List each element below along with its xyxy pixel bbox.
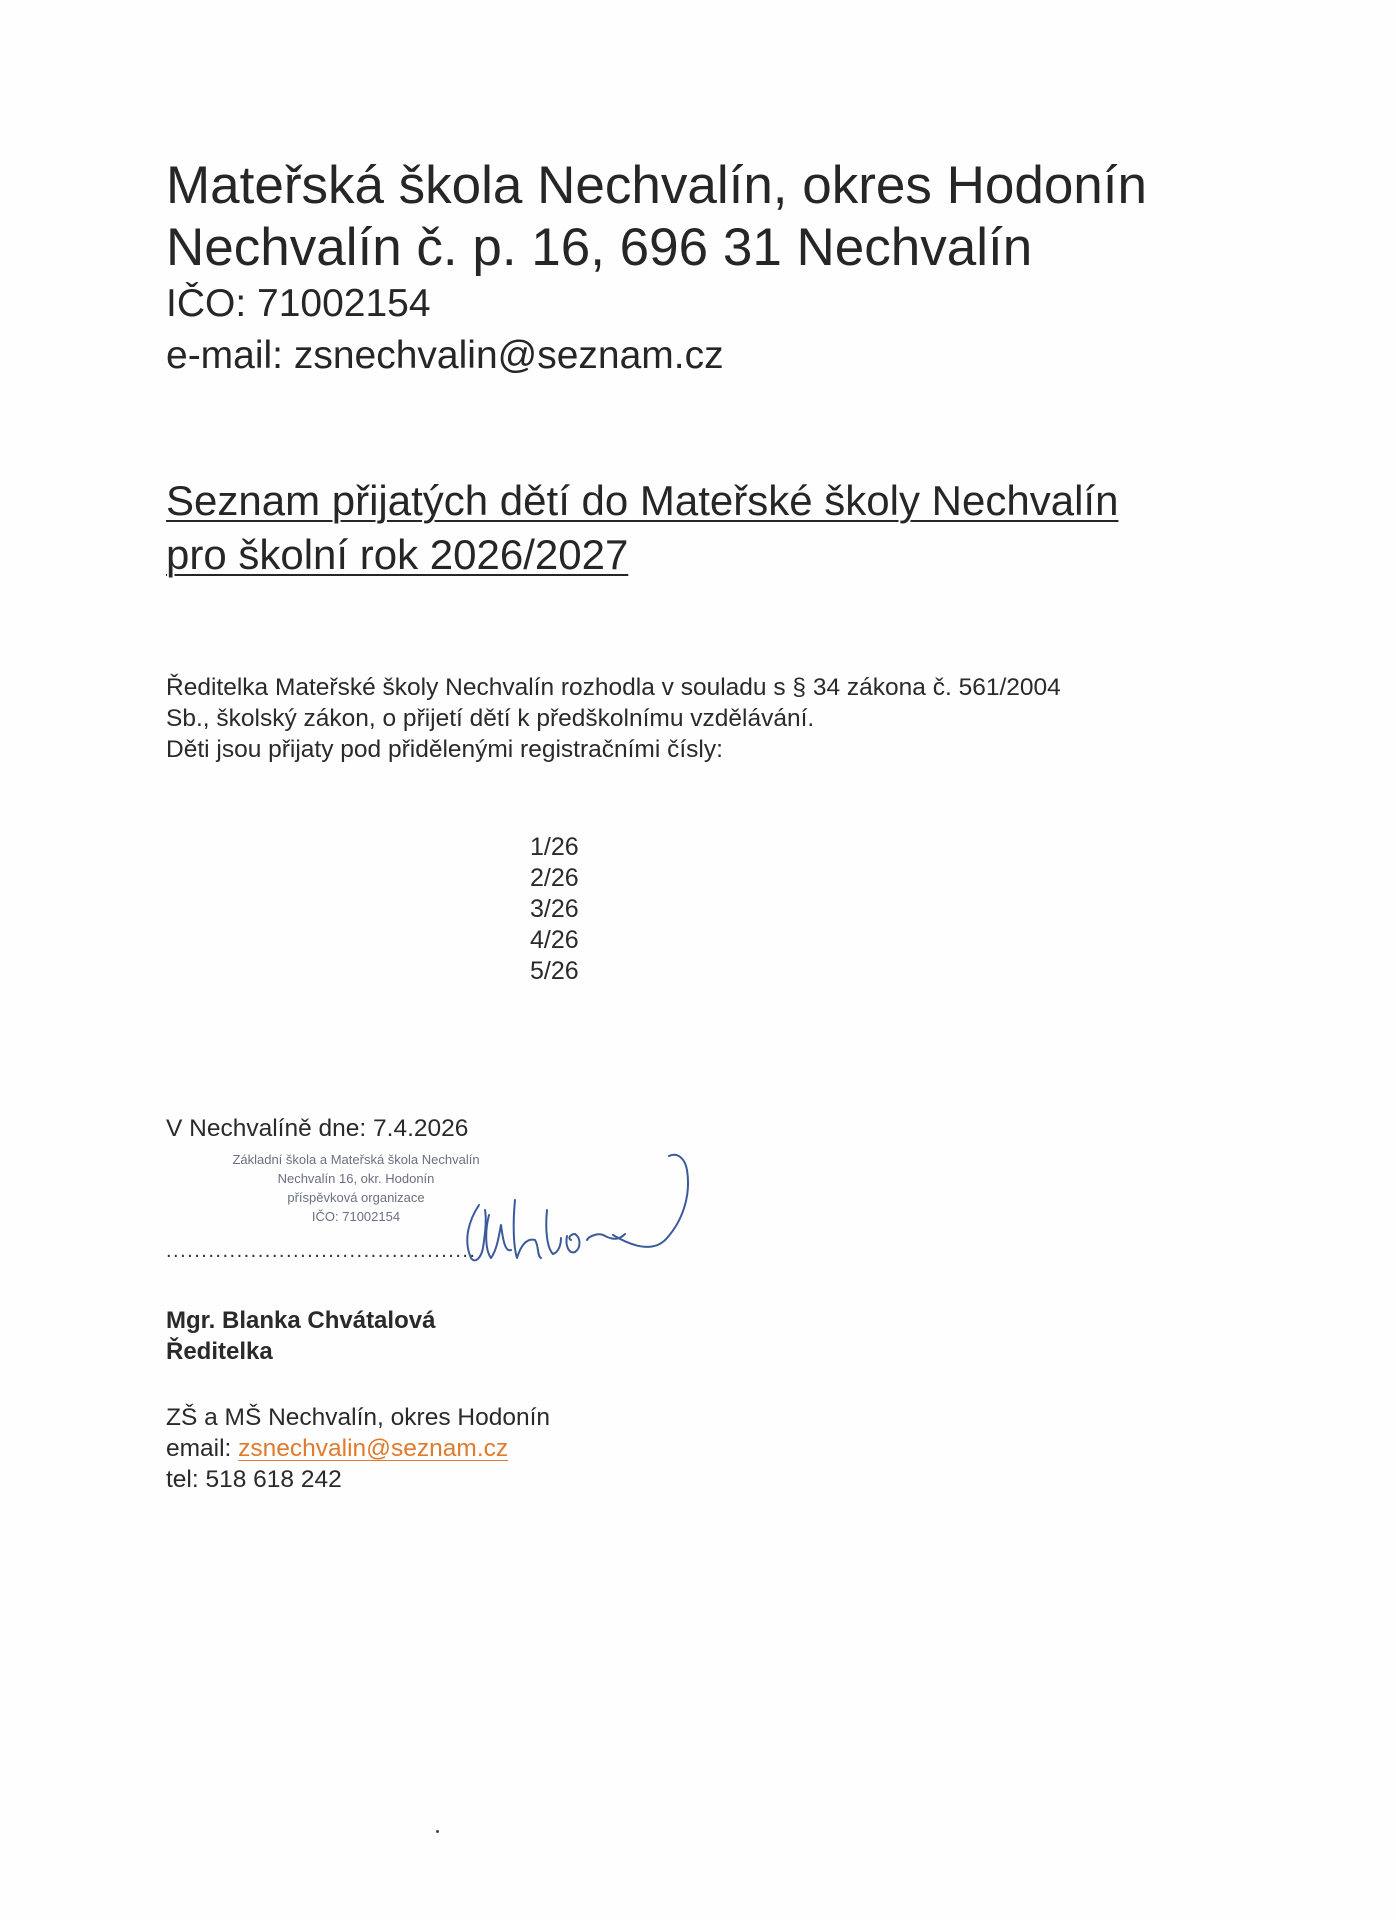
school-name-heading: Mateřská škola Nechvalín, okres Hodonín [166,156,1147,215]
school-address-heading: Nechvalín č. p. 16, 696 31 Nechvalín [166,218,1033,277]
signatory-role: Ředitelka [166,1338,273,1365]
document-title-line-2: pro školní rok 2026/2027 [166,531,629,578]
school-ico: IČO: 71002154 [166,282,431,325]
decision-text-line-3: Děti jsou přijaty pod přidělenými registračními čísly: [166,736,723,763]
signature-dotted-line: ............................................ [166,1240,477,1262]
contact-organization: ZŠ a MŠ Nechvalín, okres Hodonín [166,1404,551,1431]
date-line: V Nechvalíně dne: 7.4.2026 [166,1115,469,1142]
contact-email-line [166,1433,508,1464]
registration-number: 2/26 [530,864,579,892]
school-email-header: e-mail: zsnechvalin@seznam.cz [166,334,724,377]
contact-email-link[interactable]: zsnechvalin@seznam.cz [238,1435,509,1462]
decision-text-line-2: Sb., školský zákon, o přijetí dětí k předškolnímu vzdělávání. [166,705,815,732]
stamp-line-3: příspěvková organizace [287,1190,425,1205]
stamp-line-1: Základní škola a Mateřská škola Nechvalín [232,1152,480,1167]
stamp-line-2: Nechvalín 16, okr. Hodonín [277,1171,435,1186]
registration-number: 4/26 [530,926,579,954]
registration-number: 5/26 [530,957,579,985]
contact-email-label: email: [166,1435,239,1462]
scan-speck [436,1830,439,1833]
document-title-line-1: Seznam přijatých dětí do Mateřské školy Nechvalín [166,477,1119,524]
registration-number: 1/26 [530,833,579,861]
registration-number: 3/26 [530,895,579,923]
stamp-line-4: IČO: 71002154 [311,1209,401,1224]
contact-phone: tel: 518 618 242 [166,1466,342,1493]
decision-text-line-1: Ředitelka Mateřské školy Nechvalín rozhodla v souladu s § 34 zákona č. 561/2004 [166,674,1061,701]
handwritten-signature [455,1140,735,1280]
signatory-name: Mgr. Blanka Chvátalová [166,1307,436,1334]
